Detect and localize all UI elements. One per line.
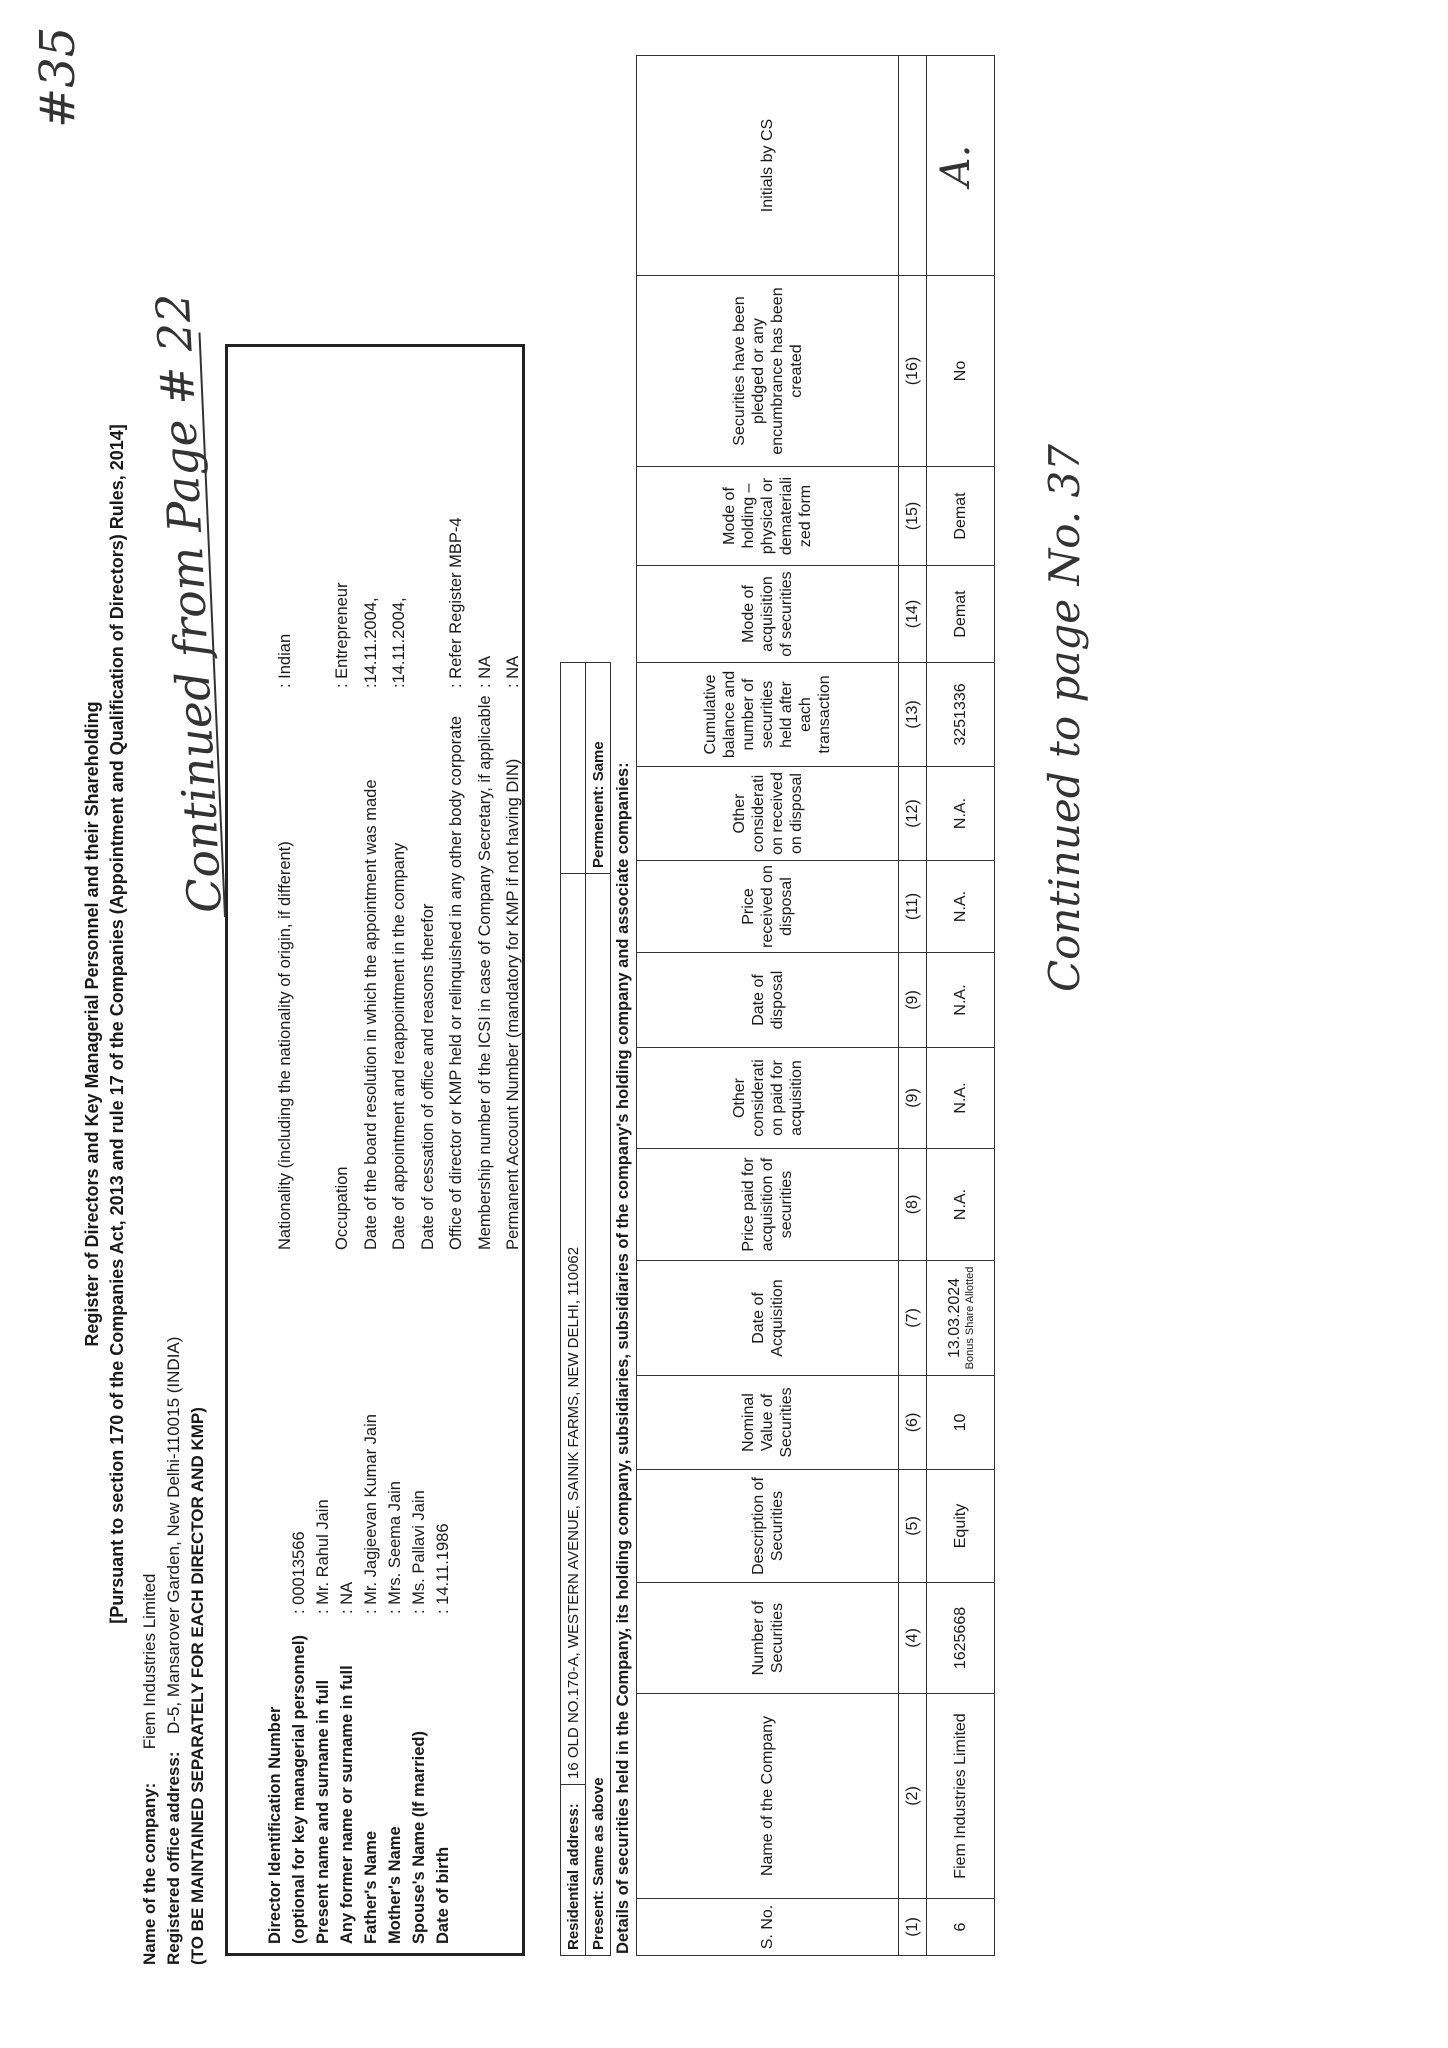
col-header-company: Name of the Company (637, 1694, 899, 1899)
company-name-value: Fiem Industries Limited (140, 1573, 159, 1750)
icsi-value: : NA (475, 655, 494, 688)
date-acquisition-value: 13.03.2024 (946, 1277, 963, 1359)
cell-number: 1625668 (927, 1583, 995, 1694)
col-header-number: Number of Securities (637, 1583, 899, 1694)
col-num-blank (899, 56, 927, 276)
register-title: Register of Directors and Key Managerial Personnel and their Shareholding (82, 701, 102, 1347)
nationality-label: Nationality (including the nationality of origin, if different) (276, 841, 294, 1250)
residential-blank (561, 663, 586, 874)
col-header-description: Description of Securities (637, 1470, 899, 1583)
mother-name-value: : Mrs. Seema Jain (386, 1481, 404, 1614)
col-header-mode-acquisition: Mode of acquisition of securities (637, 566, 899, 663)
cell-initials (927, 56, 995, 276)
cell-price-received: N.A. (927, 861, 995, 953)
col-header-price-received: Price received on disposal (637, 861, 899, 953)
col-num-4: (4) (899, 1583, 927, 1694)
col-header-initials: Initials by CS (637, 56, 899, 276)
cell-other-received: N.A. (927, 767, 995, 861)
col-header-cumulative: Cumulative balance and number of securities held after each transaction (637, 663, 899, 767)
board-resolution-value: :14.11.2004, (361, 597, 380, 688)
other-office-value: : Refer Register MBP-4 (447, 517, 465, 688)
col-header-price-paid: Price paid for acquisition of securities (637, 1149, 899, 1261)
office-address-label: Registered office address: (164, 1751, 183, 1965)
col-header-mode-holding: Mode of holding – physical or demateriali zed form (637, 467, 899, 566)
pan-value: : NA (504, 655, 522, 688)
cessation-value (414, 517, 443, 688)
cell-mode-acquisition: Demat (927, 566, 995, 663)
director-labels-right (271, 695, 528, 1250)
present-name-label: Present name and surname in full (314, 1679, 332, 1944)
office-address-value: D-5, Mansarover Garden, New Delhi-110015 (INDIA) (164, 1336, 183, 1735)
securities-number-row (899, 56, 927, 1956)
securities-data-row (927, 56, 995, 1956)
cell-price-paid: N.A. (927, 1149, 995, 1261)
board-resolution-label: Date of the board resolution in which the appointment was made (361, 779, 380, 1250)
spacer-label (300, 695, 329, 1250)
cell-company: Fiem Industries Limited (927, 1694, 995, 1899)
occupation-label: Occupation (333, 1166, 351, 1250)
cessation-label: Date of cessation of office and reasons therefor (418, 903, 437, 1250)
pan-label: Permanent Account Number (mandatory for KMP if not having DIN) (504, 758, 522, 1250)
appointment-date-value: :14.11.2004, (390, 597, 408, 688)
col-header-other-received: Other considerati on received on disposal (637, 767, 899, 861)
appointment-date-label: Date of appointment and reappointment in the company (390, 842, 408, 1250)
director-values-left (263, 1414, 455, 1614)
handwritten-continued-from: Continued from Page # 22 (145, 291, 232, 915)
col-num-2: (2) (899, 1694, 927, 1899)
col-num-13: (13) (899, 663, 927, 767)
col-num-8: (8) (899, 1149, 927, 1261)
col-num-9b: (9) (899, 953, 927, 1048)
occupation-value: : Entrepreneur (333, 582, 351, 688)
father-name-value: : Mr. Jagjeevan Kumar Jain (362, 1414, 380, 1614)
cell-other-paid: N.A. (927, 1048, 995, 1149)
col-num-5: (5) (899, 1470, 927, 1583)
present-address: Present: Same as above (586, 874, 611, 1956)
address-table (560, 662, 611, 1956)
company-name-label: Name of the company: (140, 1782, 159, 1965)
col-header-nominal: Nominal Value of Securities (637, 1376, 899, 1470)
spouse-name-value: : Ms. Pallavi Jain (410, 1490, 428, 1614)
register-subtitle: [Pursuant to section 170 of the Companies Act, 2013 and rule 17 of the Companies (Appointment and Qualification of Directors) Rules, 2014] (107, 424, 127, 1624)
dob-value: : 14.11.1986 (434, 1523, 452, 1614)
col-header-sno: S. No. (637, 1899, 899, 1956)
icsi-label: Membership number of the ICSI in case of Company Secretary, if applicable (475, 695, 494, 1250)
cell-date-disposal: N.A. (927, 953, 995, 1048)
col-num-1: (1) (899, 1899, 927, 1956)
cell-nominal: 10 (927, 1376, 995, 1470)
residential-label: Residential address: (561, 1785, 586, 1956)
col-header-other-paid: Other considerati on paid for acquisition (637, 1048, 899, 1149)
former-name-label: Any former name or surname in full (338, 1665, 356, 1944)
col-num-16: (16) (899, 276, 927, 467)
cell-cumulative: 3251336 (927, 663, 995, 767)
col-num-6: (6) (899, 1376, 927, 1470)
director-values-right (271, 517, 528, 688)
din-label: Director Identification Number (266, 1706, 284, 1944)
din-optional-label: (optional for key managerial personnel) (290, 1635, 308, 1944)
col-header-pledged: Securities have been pledged or any encumbrance has been created (637, 276, 899, 467)
handwritten-page-number: #35 (30, 26, 86, 128)
present-name-value: : Mr. Rahul Jain (314, 1499, 332, 1614)
securities-table (636, 55, 995, 1956)
office-address-row (164, 1337, 184, 1965)
securities-caption: Details of securities held in the Company, its holding company, subsidiaries, subsidiaries of the company's holding company and associate companies: (614, 762, 632, 1954)
cell-pledged: No (927, 276, 995, 467)
cell-sno: 6 (927, 1899, 995, 1956)
former-name-value: : NA (338, 1581, 356, 1614)
handwritten-continued-to: Continued to page No. 37 (1040, 444, 1089, 992)
permanent-address: Permenent: Same (586, 663, 611, 874)
col-header-date-acquisition: Date of Acquisition (637, 1261, 899, 1376)
col-num-15: (15) (899, 467, 927, 566)
col-num-7: (7) (899, 1261, 927, 1376)
mother-name-label: Mother's Name (386, 1826, 404, 1944)
cs-initials-signature: A. (933, 144, 979, 187)
dob-label: Date of birth (434, 1846, 452, 1944)
maintain-note: (TO BE MAINTAINED SEPARATELY FOR EACH DIRECTOR AND KMP) (188, 1407, 207, 1965)
din-value-blank (263, 1414, 287, 1614)
col-num-9a: (9) (899, 1048, 927, 1149)
col-num-12: (12) (899, 767, 927, 861)
company-name-row (140, 1573, 160, 1965)
cell-description: Equity (927, 1470, 995, 1583)
col-num-14: (14) (899, 566, 927, 663)
spacer-value (300, 517, 329, 688)
other-office-label: Office of director or KMP held or relinquished in any other body corporate (447, 715, 465, 1250)
date-acquisition-note: Bonus Share Allotted (964, 1266, 976, 1370)
din-value: : 00013566 (290, 1531, 308, 1614)
securities-header-row (637, 56, 899, 1956)
father-name-label: Father's Name (362, 1830, 380, 1944)
residential-value: 16 OLD NO.170-A, WESTERN AVENUE, SAINIK FARMS, NEW DELHI, 110062 (561, 874, 586, 1785)
director-labels-left (263, 1635, 455, 1944)
spouse-name-label: Spouse's Name (If married) (410, 1731, 428, 1944)
col-num-11: (11) (899, 861, 927, 953)
cell-date-acquisition (927, 1261, 995, 1376)
col-header-date-disposal: Date of disposal (637, 953, 899, 1048)
cell-mode-holding: Demat (927, 467, 995, 566)
nationality-value: : Indian (276, 633, 294, 688)
